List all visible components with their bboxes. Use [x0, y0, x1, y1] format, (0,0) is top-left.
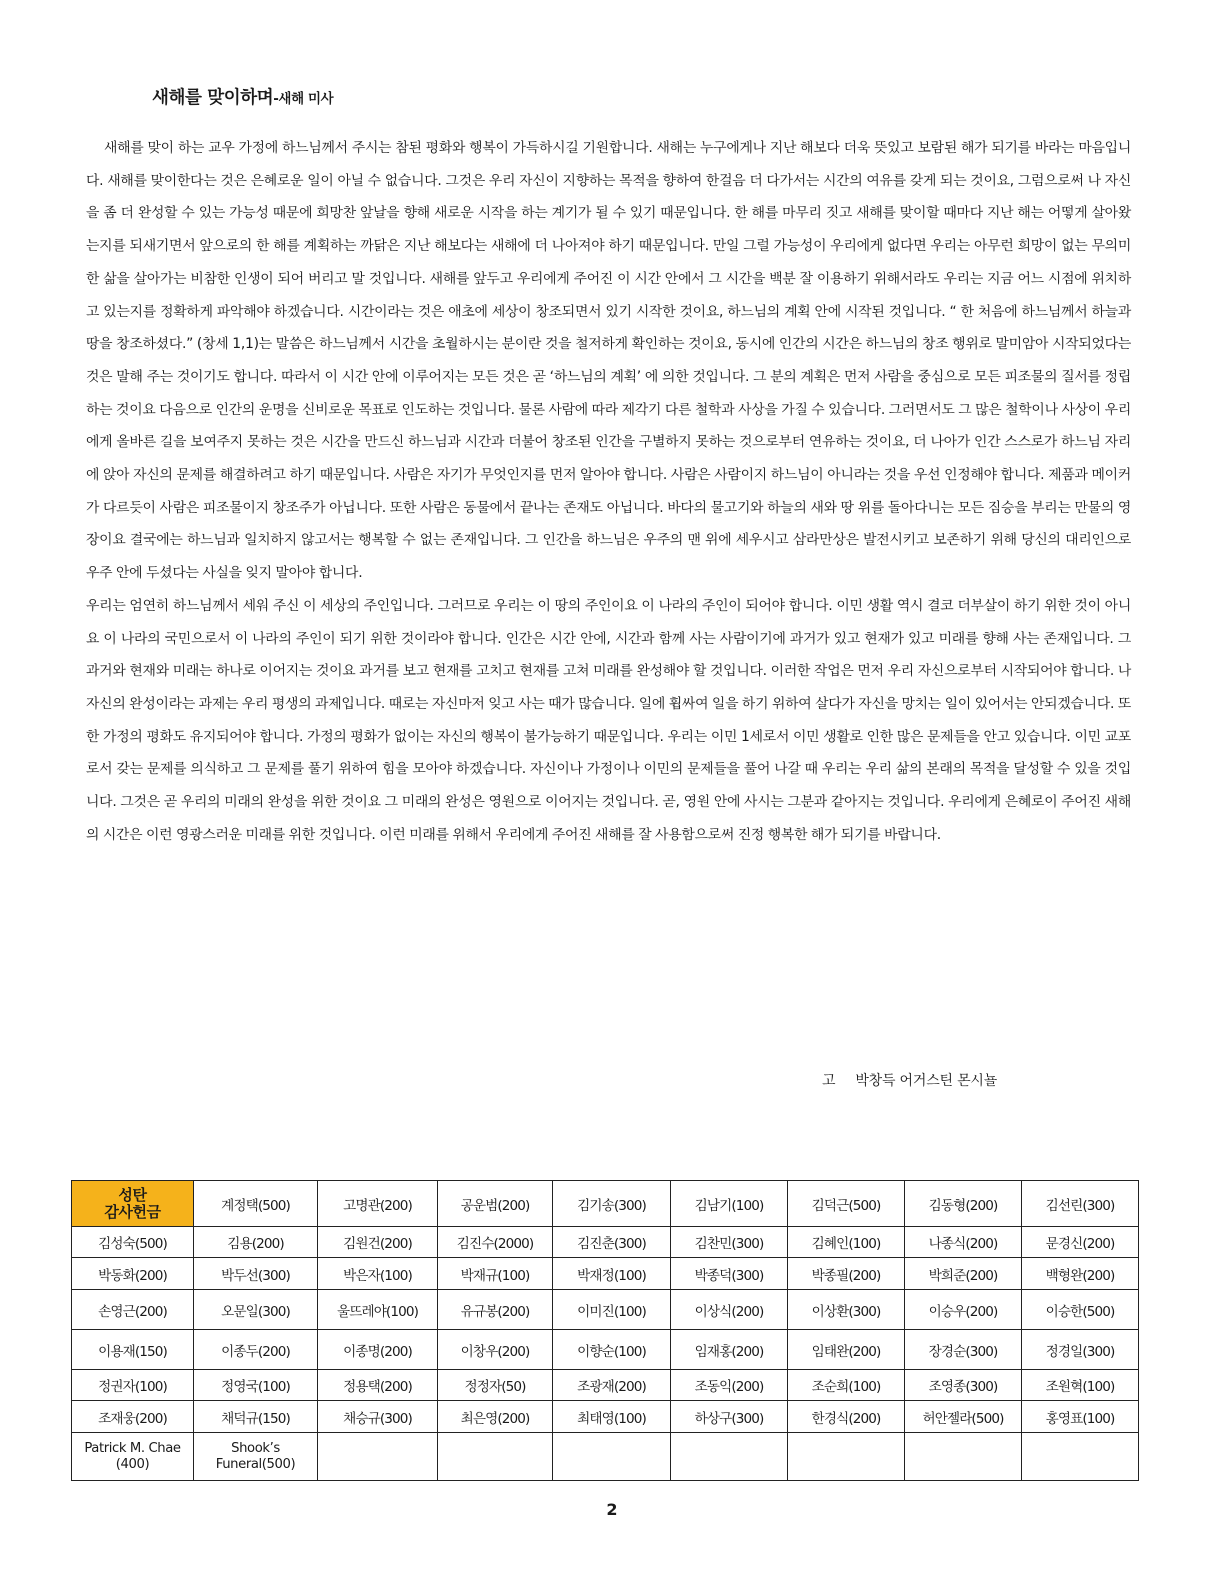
table-cell: 이상환(300) — [788, 1290, 905, 1330]
title-sub: -새해 미사 — [273, 91, 334, 107]
table-cell: 정경일(300) — [1022, 1330, 1139, 1370]
table-cell: 조원혁(100) — [1022, 1370, 1139, 1401]
table-cell: 정영국(100) — [194, 1370, 318, 1401]
table-cell: 허안젤라(500) — [905, 1401, 1022, 1433]
table-cell: 김기송(300) — [553, 1181, 671, 1227]
table-cell: 울뜨레야(100) — [318, 1290, 438, 1330]
table-cell — [905, 1433, 1022, 1481]
table-cell: 박두선(300) — [194, 1258, 318, 1290]
paragraph-2: 우리는 엄연히 하느님께서 세워 주신 이 세상의 주인입니다. 그러므로 우리는 이 땅의 주인이요 이 나라의 주인이 되어야 합니다. 이민 생활 역시 결코 더부살이 하기 위한 것이 아니요 이 나라의 국민으로서 이 나라의 주인이 되기 위한 것이라야 합니다. 인간은 시간 안에, 시간과 함께 사는 사람이기에 과거가 있고 현재가 있고 미래를 향해 사는 존재입니다. 그 과거와 현재와 미래는 하나로 이어지는 것이요 과거를 보고 현재를 고치고 현재를 고쳐 미래를 완성해야 할 것입니다. 이러한 작업은 먼저 우리 자신으로부터 시작되어야 합니다. 나 자신의 완성이라는 과제는 우리 평생의 과제입니다. 때로는 자신마저 잊고 사는 때가 많습니다. 일에 휩싸여 일을 하기 위하여 살다가 자신을 망치는 일이 있어서는 안되겠습니다. 또한 가정의 평화도 유지되어야 합니다. 가정의 평화가 없이는 자신의 행복이 불가능하기 때문입니다. 우리는 이민 1세로서 이민 생활로 인한 많은 문제들을 안고 있습니다. 이민 교포로서 갖는 문제를 의식하고 그 문제를 풀기 위하여 힘을 모아야 하겠습니다. 자신이나 가정이나 이민의 문제들을 풀어 나갈 때 우리는 우리 삶의 본래의 목적을 달성할 수 있을 것입니다. 그것은 곧 우리의 미래의 완성을 위한 것이요 그 미래의 완성은 영원으로 이어지는 것입니다. 곧, 영원 안에 사시는 그분과 같아지는 것입니다. 우리에게 은혜로이 주어진 새해의 시간은 이런 영광스러운 미래를 위한 것입니다. 이런 미래를 위해서 우리에게 주어진 새해를 잘 사용함으로써 진정 행복한 해가 되기를 바랍니다. — [86, 597, 1131, 843]
table-cell: 김용(200) — [194, 1227, 318, 1258]
table-row — [72, 1401, 1139, 1433]
table-cell: 백형완(200) — [1022, 1258, 1139, 1290]
table-cell: 김동형(200) — [905, 1181, 1022, 1227]
table-cell: 계정택(500) — [194, 1181, 318, 1227]
article-body — [86, 132, 1131, 851]
gift-table — [71, 1180, 1139, 1481]
table-cell: 홍영표(100) — [1022, 1401, 1139, 1433]
signature — [822, 1070, 1017, 1090]
table-cell: 조동익(200) — [671, 1370, 788, 1401]
table-cell: Shook’s Funeral(500) — [194, 1433, 318, 1481]
table-cell — [1022, 1433, 1139, 1481]
table-cell — [553, 1433, 671, 1481]
table-cell: 조광재(200) — [553, 1370, 671, 1401]
table-cell: 김성숙(500) — [72, 1227, 194, 1258]
table-cell: 정용택(200) — [318, 1370, 438, 1401]
table-row — [72, 1433, 1139, 1481]
table-cell: 한경식(200) — [788, 1401, 905, 1433]
table-cell: 채덕규(150) — [194, 1401, 318, 1433]
table-cell: 최태영(100) — [553, 1401, 671, 1433]
table-cell — [438, 1433, 553, 1481]
table-row — [72, 1290, 1139, 1330]
title-main: 새해를 맞이하며 — [152, 88, 274, 108]
table-cell: 최은영(200) — [438, 1401, 553, 1433]
table-cell: 김진춘(300) — [553, 1227, 671, 1258]
table-cell: 이용재(150) — [72, 1330, 194, 1370]
table-cell: 이승한(500) — [1022, 1290, 1139, 1330]
table-cell: 박재규(100) — [438, 1258, 553, 1290]
table-cell: 이종명(200) — [318, 1330, 438, 1370]
table-cell: 김덕근(500) — [788, 1181, 905, 1227]
table-cell: 박재정(100) — [553, 1258, 671, 1290]
table-row — [72, 1258, 1139, 1290]
table-header-line: 성탄 — [118, 1185, 147, 1204]
table-cell: 이승우(200) — [905, 1290, 1022, 1330]
table-cell: 문경신(200) — [1022, 1227, 1139, 1258]
table-header-line: 감사헌금 — [104, 1202, 161, 1221]
table-header-cell — [72, 1181, 194, 1227]
paragraph-1: 새해를 맞이 하는 교우 가정에 하느님께서 주시는 참된 평화와 행복이 가득하시길 기원합니다. 새해는 누구에게나 지난 해보다 더욱 뜻있고 보람된 해가 되기를 바라는 마음입니다. 새해를 맞이한다는 것은 은혜로운 일이 아닐 수 없습니다. 그것은 우리 자신이 지향하는 목적을 향하여 한걸음 더 다가서는 시간의 여유를 갖게 되는 것이요, 그럼으로써 나 자신을 좀 더 완성할 수 있는 가능성 때문에 희망찬 앞날을 향해 새로운 시작을 하는 계기가 될 수 있기 때문입니다. 한 해를 마무리 짓고 새해를 맞이할 때마다 지난 해는 어떻게 살아왔는지를 되새기면서 앞으로의 한 해를 계획하는 까닭은 지난 해보다는 새해에 더 나아져야 하기 때문입니다. 만일 그럴 가능성이 우리에게 없다면 우리는 아무런 희망이 없는 무의미한 삶을 살아가는 비참한 인생이 되어 버리고 말 것입니다. 새해를 앞두고 우리에게 주어진 이 시간 안에서 그 시간을 백분 잘 이용하기 위해서라도 우리는 지금 어느 시점에 위치하고 있는지를 정확하게 파악해야 하겠습니다. 시간이라는 것은 애초에 세상이 창조되면서 있기 시작한 것이요, 하느님의 계획 안에 시작된 것입니다. “ 한 처음에 하느님께서 하늘과 땅을 창조하셨다.” (창세 1,1)는 말씀은 하느님께서 시간을 초월하시는 분이란 것을 철저하게 확인하는 것이요, 동시에 인간의 시간은 하느님의 창조 행위로 말미암아 시작되었다는 것은 말해 주는 것이기도 합니다. 따라서 이 시간 안에 이루어지는 모든 것은 곧 ‘하느님의 계획’ 에 의한 것입니다. 그 분의 계획은 먼저 사람을 중심으로 모든 피조물의 질서를 정립하는 것이요 다음으로 인간의 운명을 신비로운 목표로 인도하는 것입니다. 물론 사람에 따라 제각기 다른 철학과 사상을 가질 수 있습니다. 그러면서도 그 많은 철학이나 사상이 우리에게 올바른 길을 보여주지 못하는 것은 시간을 만드신 하느님과 시간과 더불어 창조된 인간을 구별하지 못하는 것으로부터 연유하는 것이요, 더 나아가 인간 스스로가 하느님 자리에 앉아 자신의 문제를 해결하려고 하기 때문입니다. 사람은 자기가 무엇인지를 먼저 알아야 합니다. 사람은 사람이지 하느님이 아니라는 것을 우선 인정해야 합니다. 제품과 메이커가 다르듯이 사람은 피조물이지 창조주가 아닙니다. 또한 사람은 동물에서 끝나는 존재도 아닙니다. 바다의 물고기와 하늘의 새와 땅 위를 돌아다니는 모든 짐승을 부리는 만물의 영장이요 결국에는 하느님과 일치하지 않고서는 행복할 수 없는 존재입니다. 그 인간을 하느님은 우주의 맨 위에 세우시고 삼라만상은 발전시키고 보존하기 위해 당신의 대리인으로 우주 안에 두셨다는 사실을 잊지 말아야 합니다. — [86, 140, 1131, 582]
table-cell: 이종두(200) — [194, 1330, 318, 1370]
table-cell: 조순희(100) — [788, 1370, 905, 1401]
table-cell: 정정자(50) — [438, 1370, 553, 1401]
table-cell: 오문일(300) — [194, 1290, 318, 1330]
signature-prefix: 고 — [822, 1073, 836, 1089]
table-cell: 임재홍(200) — [671, 1330, 788, 1370]
table-cell: 정권자(100) — [72, 1370, 194, 1401]
table-row — [72, 1330, 1139, 1370]
table-cell: 박종필(200) — [788, 1258, 905, 1290]
page-title — [152, 84, 333, 109]
table-cell: 하상구(300) — [671, 1401, 788, 1433]
table-cell: 박희준(200) — [905, 1258, 1022, 1290]
table-cell: 장경순(300) — [905, 1330, 1022, 1370]
table-cell: 나종식(200) — [905, 1227, 1022, 1258]
table-cell: 고명관(200) — [318, 1181, 438, 1227]
table-cell: 박종덕(300) — [671, 1258, 788, 1290]
table-cell: 박동화(200) — [72, 1258, 194, 1290]
table-cell — [318, 1433, 438, 1481]
table-cell: 유규봉(200) — [438, 1290, 553, 1330]
table-cell: 공운범(200) — [438, 1181, 553, 1227]
table-cell: 김찬민(300) — [671, 1227, 788, 1258]
table-cell: 이미진(100) — [553, 1290, 671, 1330]
table-row — [72, 1370, 1139, 1401]
table-cell — [671, 1433, 788, 1481]
table-cell: 조재웅(200) — [72, 1401, 194, 1433]
table-cell: 조영종(300) — [905, 1370, 1022, 1401]
table-cell: 이상식(200) — [671, 1290, 788, 1330]
table-cell: 김남기(100) — [671, 1181, 788, 1227]
table-cell: 손영근(200) — [72, 1290, 194, 1330]
signature-name: 박창득 어거스틴 몬시뇰 — [855, 1073, 998, 1089]
table-row — [72, 1181, 1139, 1227]
page-number: 2 — [606, 1500, 618, 1519]
table-cell: 이창우(200) — [438, 1330, 553, 1370]
table-cell: 김진수(2000) — [438, 1227, 553, 1258]
table-cell: Patrick M. Chae (400) — [72, 1433, 194, 1481]
table-cell: 채승규(300) — [318, 1401, 438, 1433]
table-cell: 임태완(200) — [788, 1330, 905, 1370]
table-cell: 김혜인(100) — [788, 1227, 905, 1258]
table-cell: 박은자(100) — [318, 1258, 438, 1290]
table-row — [72, 1227, 1139, 1258]
table-cell: 김원건(200) — [318, 1227, 438, 1258]
table-cell — [788, 1433, 905, 1481]
table-cell: 김선린(300) — [1022, 1181, 1139, 1227]
table-cell: 이향순(100) — [553, 1330, 671, 1370]
